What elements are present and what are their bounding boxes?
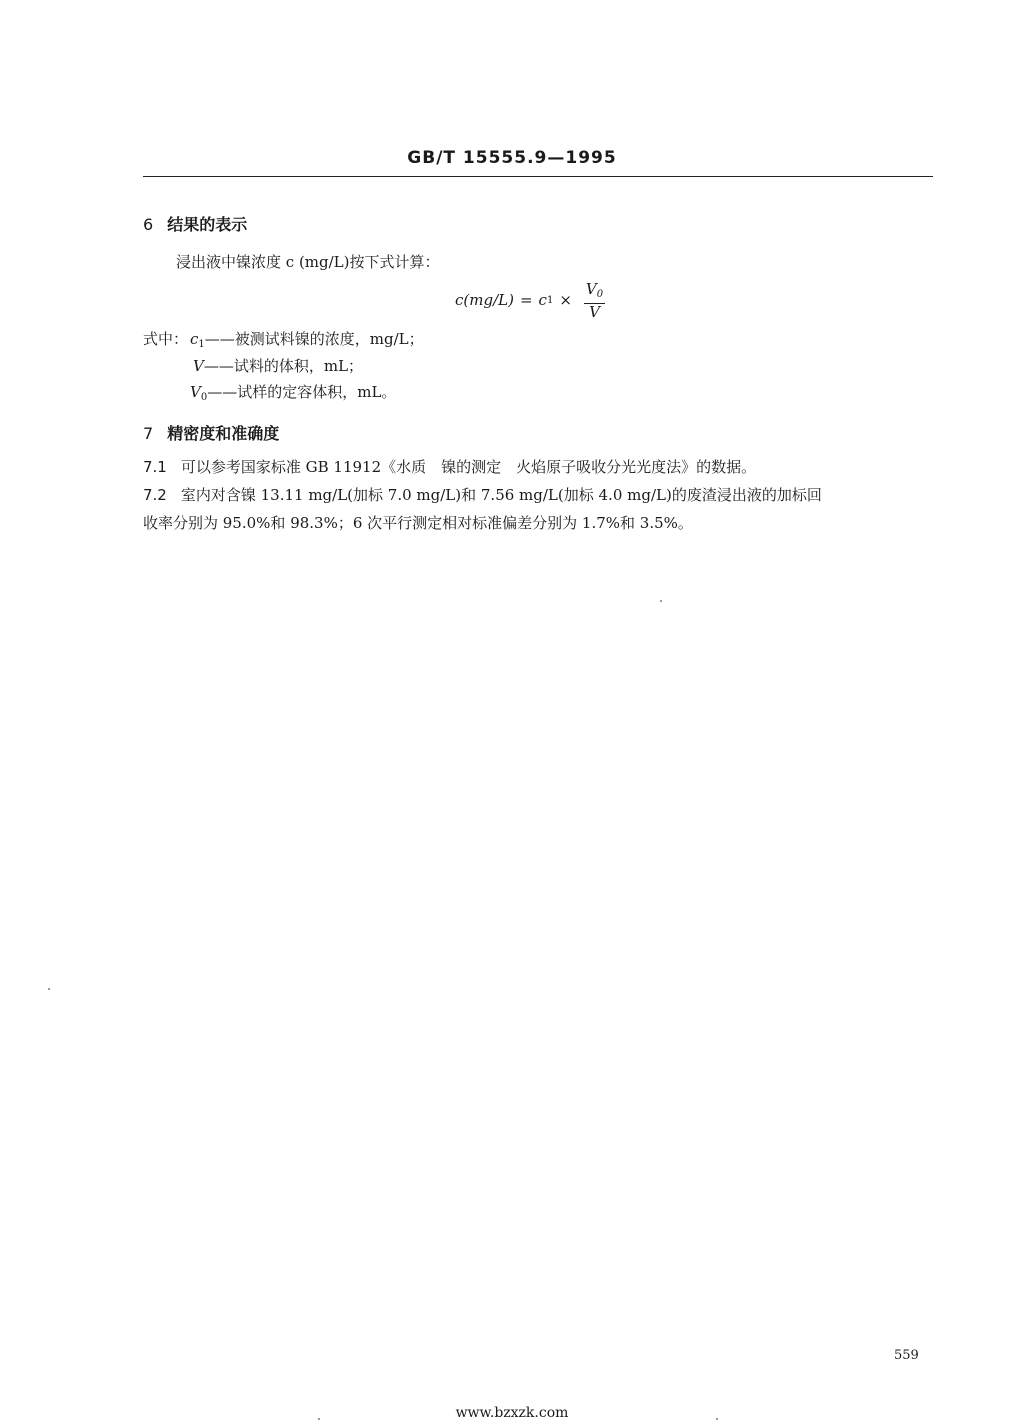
definition-c1-sub: 1: [198, 339, 205, 350]
concentration-formula: [455, 280, 605, 320]
formula-denominator: V: [589, 302, 600, 321]
where-label: 式中：: [143, 330, 189, 348]
definition-v-symbol: V: [193, 357, 204, 375]
formula-c1: c: [538, 291, 547, 309]
definition-v-text: ——试料的体积，mL；: [203, 357, 364, 375]
formula-lhs: c(mg/L): [455, 291, 514, 309]
definition-c1-text: ——被测试料镍的浓度，mg/L；: [204, 330, 424, 348]
definition-v0-text: ——试样的定容体积，mL。: [207, 383, 397, 401]
formula-c1-sub: 1: [546, 294, 554, 306]
section-7-heading: [143, 421, 279, 444]
scan-speck: [48, 988, 50, 990]
section-7-number: 7: [143, 424, 154, 443]
formula-equals: =: [519, 291, 533, 309]
section-7-title: 精密度和准确度: [167, 424, 280, 443]
section-6-title: 结果的表示: [167, 215, 248, 234]
clause-7-1-text: 可以参考国家标准 GB 11912《水质 镍的测定 火焰原子吸收分光光度法》的数据。: [180, 458, 757, 476]
formula-times: ×: [559, 291, 572, 309]
formula-numerator: [584, 281, 605, 304]
section-6-heading: [143, 212, 247, 235]
formula-numerator-symbol: V: [585, 279, 597, 298]
section-6-intro: 浸出液中镍浓度 c (mg/L)按下式计算：: [176, 253, 440, 271]
standard-code: GB/T 15555.9—1995: [407, 148, 617, 168]
formula-fraction: [584, 281, 605, 320]
clause-7-2-continuation: 收率分别为 95.0%和 98.3%；6 次平行测定相对标准偏差分别为 1.7%和 3.5%。: [143, 514, 693, 532]
clause-7-2-number: 7.2: [143, 486, 167, 504]
clause-7-2-text-line-1: 室内对含镍 13.11 mg/L(加标 7.0 mg/L)和 7.56 mg/L(加标 4.0 mg/L)的废渣浸出液的加标回: [180, 486, 822, 504]
page-number: 559: [894, 1348, 919, 1363]
definition-v0: [190, 381, 396, 403]
definition-c1: [190, 328, 424, 350]
definition-v0-sub: 0: [200, 392, 208, 403]
footer-url[interactable]: www.bzxzk.com: [455, 1405, 569, 1421]
clause-7-1: [143, 456, 756, 477]
clause-7-1-number: 7.1: [143, 458, 167, 476]
definition-v0-symbol: V: [190, 383, 201, 401]
definition-c1-symbol: c: [190, 330, 199, 348]
section-6-number: 6: [143, 215, 154, 234]
formula-numerator-sub: 0: [596, 288, 604, 300]
header-rule: [143, 176, 933, 177]
scan-speck: [660, 600, 662, 602]
definition-v: [193, 355, 363, 377]
clause-7-2: [143, 484, 822, 505]
